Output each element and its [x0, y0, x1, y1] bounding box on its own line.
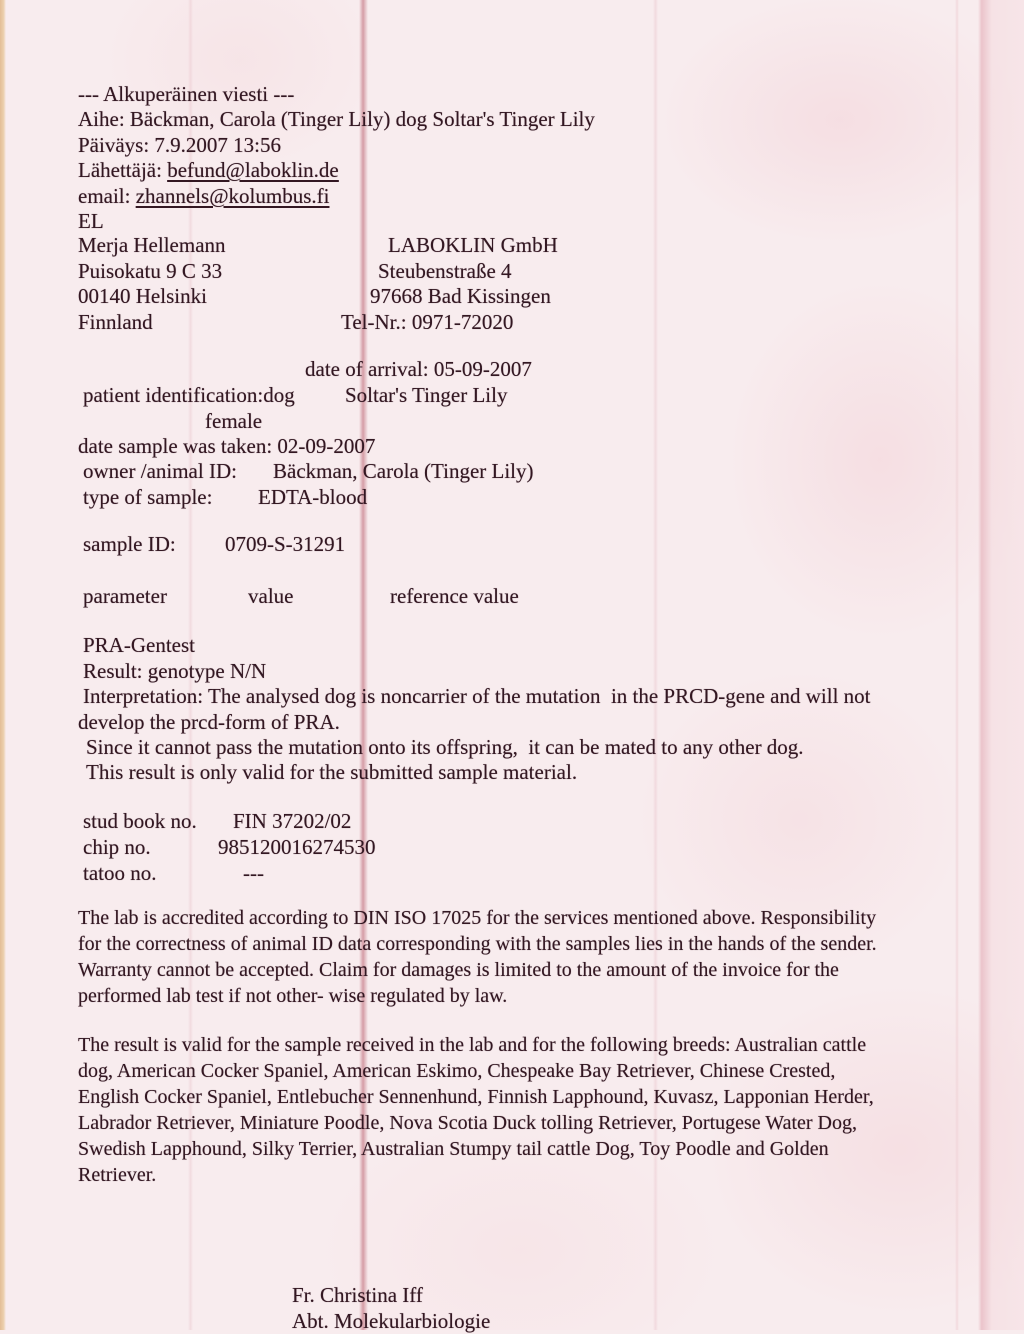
patient-name: Soltar's Tinger Lily — [345, 383, 508, 407]
signature-name: Fr. Christina Iff — [292, 1283, 423, 1307]
note-validity: This result is only valid for the submitted sample material. — [86, 760, 578, 784]
recipient-name: Merja Hellemann — [78, 233, 226, 257]
patient-sex: female — [205, 409, 263, 433]
sample-type-value: EDTA-blood — [258, 485, 368, 509]
owner-label: owner /animal ID: — [83, 459, 237, 483]
chip-no-value: 985120016274530 — [218, 835, 376, 859]
breeds-paragraph-line-6: Retriever. — [78, 1164, 157, 1186]
breeds-paragraph-line-5: Swedish Lapphound, Silky Terrier, Australian Stumpy tail cattle Dog, Toy Poodle and Golden — [78, 1138, 829, 1160]
email-value-link: zhannels@kolumbus.fi — [135, 184, 330, 208]
el-line: EL — [78, 209, 104, 233]
original-message-separator: --- Alkuperäinen viesti --- — [78, 82, 295, 106]
legal-paragraph-line-1: The lab is accredited according to DIN ISO 17025 for the services mentioned above. Responsibility — [78, 907, 877, 929]
chip-no-label: chip no. — [83, 835, 151, 859]
recipient-city: 00140 Helsinki — [78, 284, 207, 308]
breeds-paragraph-line-3: English Cocker Spaniel, Entlebucher Sennenhund, Finnish Lapphound, Kuvasz, Lapponian Herder, — [78, 1086, 874, 1108]
breeds-paragraph-line-1: The result is valid for the sample received in the lab and for the following breeds: Australian cattle — [78, 1034, 867, 1056]
patient-identification-label: patient identification:dog — [83, 383, 295, 407]
stud-book-label: stud book no. — [83, 809, 197, 833]
breeds-paragraph-line-2: dog, American Cocker Spaniel, American Eskimo, Chespeake Bay Retriever, Chinese Crested, — [78, 1060, 836, 1082]
result-genotype: Result: genotype N/N — [83, 659, 267, 683]
recipient-street: Puisokatu 9 C 33 — [78, 259, 223, 283]
lab-city: 97668 Bad Kissingen — [370, 284, 551, 308]
note-offspring: Since it cannot pass the mutation onto its offspring, it can be mated to any other dog. — [86, 735, 804, 759]
test-name: PRA-Gentest — [83, 633, 195, 657]
tatoo-no-label: tatoo no. — [83, 861, 157, 885]
stud-book-value: FIN 37202/02 — [233, 809, 352, 833]
signature-department: Abt. Molekularbiologie — [292, 1309, 491, 1333]
owner-value: Bäckman, Carola (Tinger Lily) — [273, 459, 534, 483]
date-of-arrival: date of arrival: 05-09-2007 — [305, 357, 532, 381]
interpretation-line-1: Interpretation: The analysed dog is noncarrier of the mutation in the PRCD-gene and will not — [83, 684, 871, 708]
table-header-reference-value: reference value — [390, 584, 519, 608]
lab-street: Steubenstraße 4 — [378, 259, 512, 283]
email-address-line — [78, 184, 329, 209]
legal-paragraph-line-3: Warranty cannot be accepted. Claim for damages is limited to the amount of the invoice for the — [78, 959, 839, 981]
email-subject-line: Aihe: Bäckman, Carola (Tinger Lily) dog Soltar's Tinger Lily — [78, 107, 595, 131]
sample-id-label: sample ID: — [83, 532, 176, 556]
lab-name: LABOKLIN GmbH — [388, 233, 558, 257]
recipient-country: Finnland — [78, 310, 153, 334]
tatoo-no-value: --- — [243, 861, 264, 885]
lab-phone: Tel-Nr.: 0971-72020 — [341, 310, 514, 334]
table-header-value: value — [248, 584, 294, 608]
date-sample-taken: date sample was taken: 02-09-2007 — [78, 434, 376, 458]
sample-id-value: 0709-S-31291 — [225, 532, 346, 556]
table-header-parameter: parameter — [83, 584, 167, 608]
email-sender-line — [78, 158, 339, 183]
legal-paragraph-line-4: performed lab test if not other- wise regulated by law. — [78, 985, 508, 1007]
sender-email-link: befund@laboklin.de — [167, 158, 339, 182]
sample-type-label: type of sample: — [83, 485, 213, 509]
email-date-line: Päiväys: 7.9.2007 13:56 — [78, 133, 281, 157]
legal-paragraph-line-2: for the correctness of animal ID data corresponding with the samples lies in the hands of the sender. — [78, 933, 877, 955]
interpretation-line-2: develop the prcd-form of PRA. — [78, 710, 340, 734]
breeds-paragraph-line-4: Labrador Retriever, Miniature Poodle, Nova Scotia Duck tolling Retriever, Portugese Water Dog, — [78, 1112, 857, 1134]
email-label: email: — [78, 184, 136, 208]
sender-label: Lähettäjä: — [78, 158, 168, 182]
